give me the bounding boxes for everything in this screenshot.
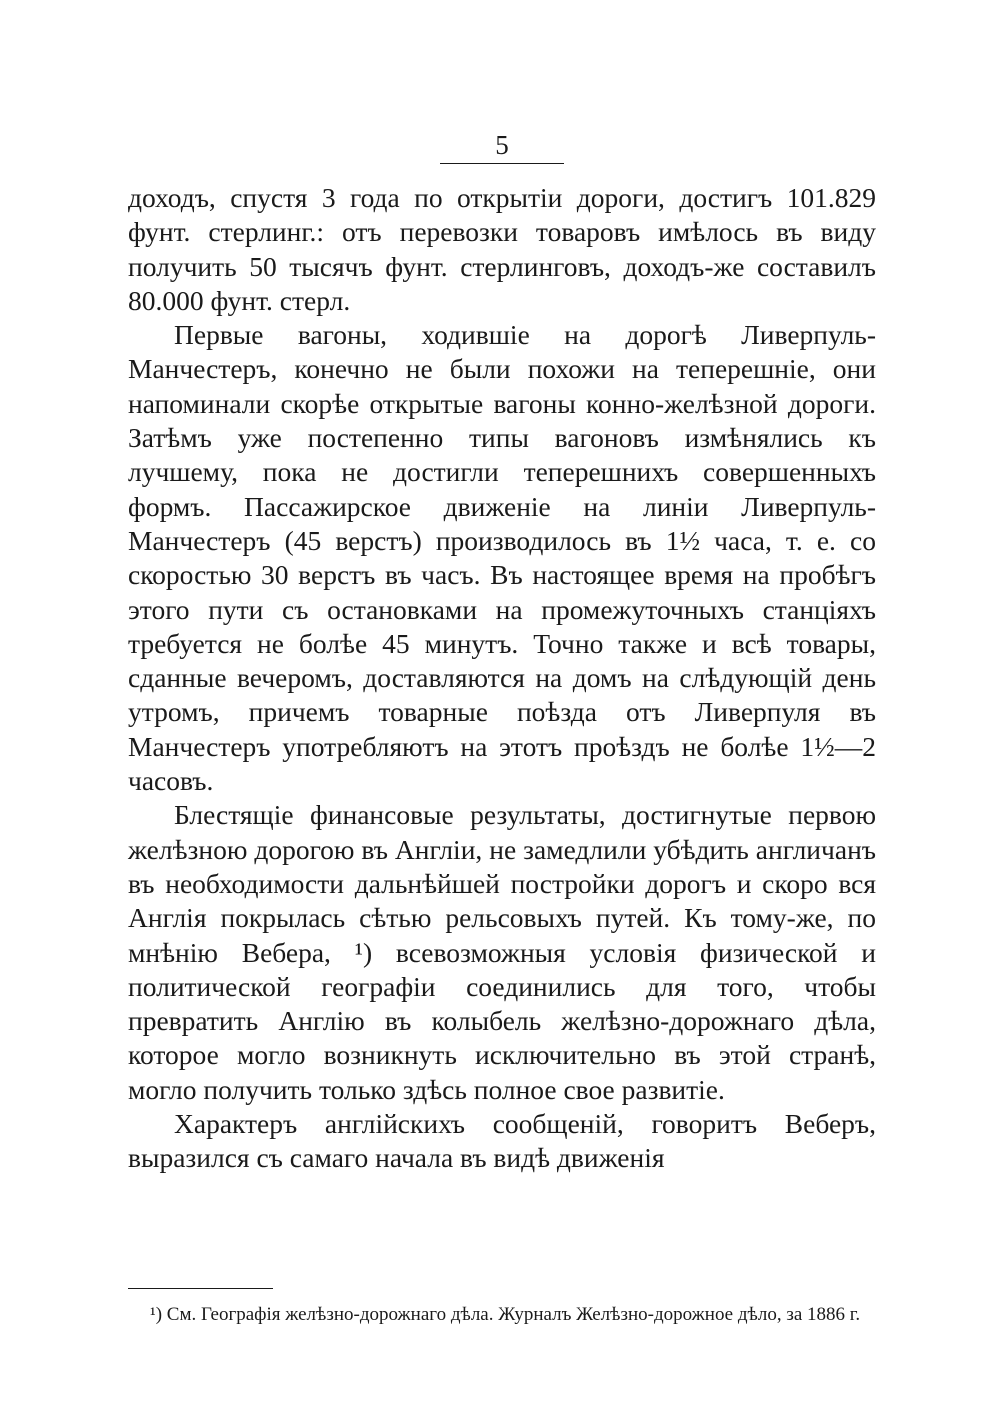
paragraph-1: доходъ, спустя 3 года по открытіи дороги, достигъ 101.829 фунт. стерлинг.: отъ перевозки товаровъ имѣлось въ виду получить 50 тысячъ фунт. стерлинговъ, доходъ-же составилъ 80.000 фунт. стерл. (128, 182, 876, 316)
page-number: 5 (440, 128, 564, 162)
paragraph-2: Первые вагоны, ходившіе на дорогѣ Ливерпуль-Манчестеръ, конечно не были похожи на теперешніе, они напоминали скорѣе открытые вагоны конно-желѣзной дороги. Затѣмъ уже постепенно типы вагоновъ измѣнялись къ лучшему, пока не достигли теперешнихъ совершенныхъ формъ. Пассажирское движеніе на линіи Ливерпуль-Манчестеръ (45 верстъ) производилось въ 1½ часа, т. е. со скоростью 30 верстъ въ часъ. Въ настоящее время на пробѣгъ этого пути съ остановками на промежуточныхъ станціяхъ требуется не болѣе 45 минутъ. Точно также и всѣ товары, сданные вечеромъ, доставляются на домъ на слѣдующій день утромъ, причемъ товарные поѣзда отъ Ливерпуля въ Манчестеръ употребляютъ на этотъ проѣздъ не болѣе 1½—2 часовъ. (128, 319, 876, 797)
footnote: ¹) См. Географія желѣзно-дорожнаго дѣла. Журналъ Желѣзно-дорожное дѣло, за 1886 г. (150, 1304, 861, 1325)
paragraph-3: Блестящіе финансовые результаты, достигнутые первою желѣзною дорогою въ Англіи, не замедлили убѣдить англичанъ въ необходимости дальнѣйшей постройки дорогъ и скоро вся Англія покрылась сѣтью рельсовыхъ путей. Къ тому-же, по мнѣнію Вебера, ¹) всевозможныя условія физической и политической географіи соединились для того, чтобы превратить Англію въ колыбель желѣзно-дорожнаго дѣла, которое могло возникнуть исключительно въ этой странѣ, могло получить только здѣсь полное свое развитіе. (128, 799, 876, 1105)
paragraph-4: Характеръ англійскихъ сообщеній, говоритъ Веберъ, выразился съ самаго начала въ видѣ движенія (128, 1108, 876, 1174)
footnote-divider (128, 1288, 273, 1289)
body-text (128, 181, 876, 1176)
